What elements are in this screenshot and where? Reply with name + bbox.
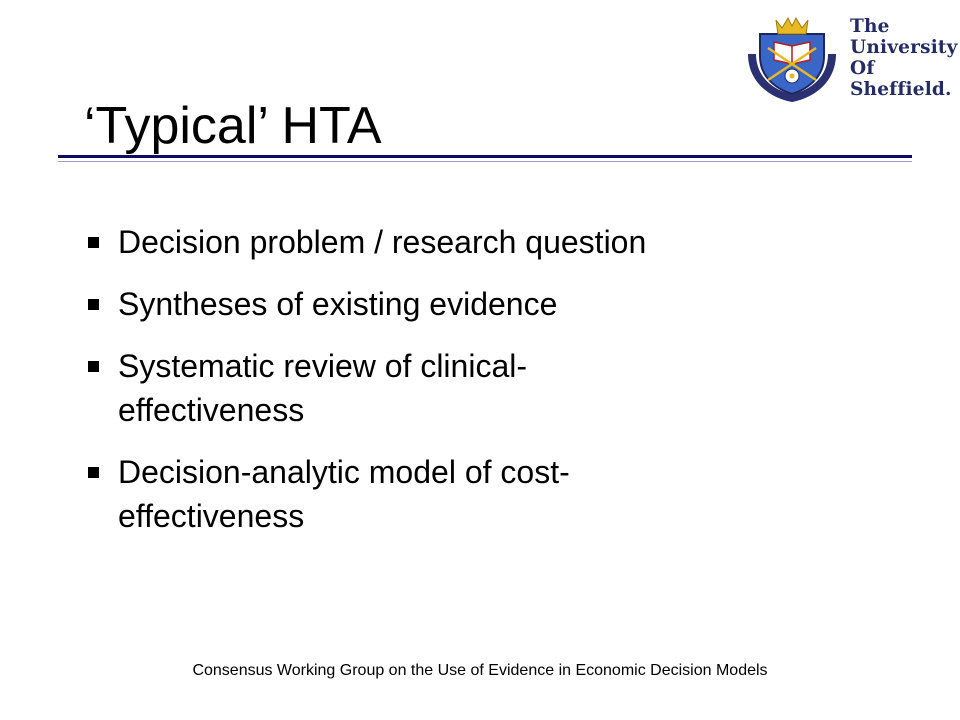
university-crest-icon xyxy=(742,12,842,104)
bullet-text: Systematic review of clinical- effectiveness xyxy=(118,348,527,428)
bullet-item xyxy=(86,220,906,264)
university-wordmark xyxy=(850,16,958,100)
square-bullet-icon xyxy=(88,361,99,372)
bullet-item xyxy=(86,344,906,432)
bullet-text: Decision-analytic model of cost- effectiveness xyxy=(118,454,570,534)
title-divider xyxy=(58,155,912,158)
square-bullet-icon xyxy=(88,237,99,248)
slide-title: ‘Typical’ HTA xyxy=(84,97,382,155)
bullet-item xyxy=(86,282,906,326)
wordmark-line: The xyxy=(850,16,890,37)
wordmark-line: University xyxy=(850,37,958,58)
title-divider-thin xyxy=(58,161,912,162)
bullet-text: Syntheses of existing evidence xyxy=(118,286,558,322)
wordmark-line: Sheffield. xyxy=(850,79,952,100)
bullet-text: Decision problem / research question xyxy=(118,224,647,260)
square-bullet-icon xyxy=(88,467,99,478)
university-logo xyxy=(742,12,958,104)
square-bullet-icon xyxy=(88,299,99,310)
wordmark-line: Of xyxy=(850,58,875,79)
bullet-list xyxy=(86,220,906,556)
slide-footer: Consensus Working Group on the Use of Evidence in Economic Decision Models xyxy=(192,662,768,679)
bullet-item xyxy=(86,450,906,538)
